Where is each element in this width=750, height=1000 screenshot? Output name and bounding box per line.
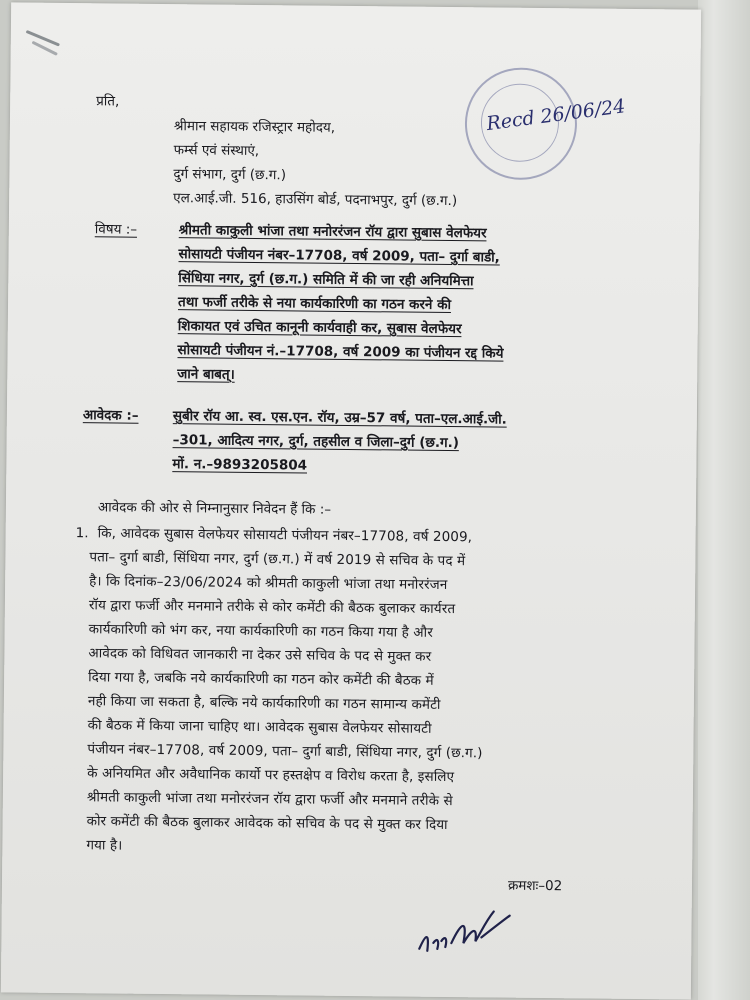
body-line: के अनियमित और अवैधानिक कार्यो पर हस्तक्षेप व विरोध करता है, इसलिए (87, 765, 455, 786)
applicant-signature (411, 891, 522, 964)
addressee-line: फर्म्स एवं संस्थाएं, (173, 142, 260, 160)
body-line: कार्यकारिणी को भंग कर, नया कार्यकारिणी का गठन किया गया है और (88, 621, 433, 641)
subject-line: सोसायटी पंजीयन नं.–17708, वर्ष 2009 का पंजीयन रद्द किये (177, 342, 504, 362)
addressee-line: एल.आई.जी. 516, हाउसिंग बोर्ड, पदनाभपुर, दुर्ग (छ.ग.) (173, 190, 458, 210)
salutation-prati: प्रति, (96, 93, 120, 110)
subject-line: शिकायत एवं उचित कानूनी कार्यवाही कर, सुबास वेलफेयर (177, 318, 462, 338)
background-strip (698, 0, 750, 1000)
body-line: आवेदक को विधिवत जानकारी ना देकर उसे सचिव के पद से मुक्त कर (88, 645, 432, 665)
staple-pin-icon (26, 30, 60, 47)
body-line: पता– दुर्गा बाडी, सिंधिया नगर, दुर्ग (छ.ग.) में वर्ष 2019 से सचिव के पद में (89, 549, 466, 570)
subject-line: सोसायटी पंजीयन नंबर–17708, वर्ष 2009, पता– दुर्गा बाडी, (178, 246, 500, 266)
body-line: दिया गया है, जबकि नये कार्यकारिणी का गठन कोर कमेंटी की बैठक में (88, 669, 434, 689)
continued-marker: क्रमशः–02 (507, 877, 563, 895)
body-line: कि, आवेदक सुबास वेलफेयर सोसायटी पंजीयन नंबर–17708, वर्ष 2009, (97, 525, 473, 546)
subject-label: विषय :– (94, 221, 138, 238)
body-line: पंजीयन नंबर–17708, वर्ष 2009, पता– दुर्गा बाडी, सिंधिया नगर, दुर्ग (छ.ग.) (87, 741, 483, 762)
body-line: की बैठक में किया जाना चाहिए था। आवेदक सुबास वेलफेयर सोसायटी (87, 717, 432, 737)
body-line: नही किया जा सकता है, बल्कि नये कार्यकारिणी का गठन सामान्य कमेंटी (87, 693, 441, 713)
body-line: गया है। (86, 837, 123, 854)
body-line: श्रीमती काकुली भांजा तथा मनोररंजन रॉय द्वारा फर्जी और मनमाने तरीके से (86, 789, 453, 810)
subject-line: जाने बाबत्। (177, 366, 235, 383)
body-line: रॉय द्वारा फर्जी और मनमाने तरीके से कोर कमेंटी की बैठक बुलाकर कार्यरत (88, 597, 456, 618)
stamp-handwriting: Recd 26/06/24 (485, 95, 627, 136)
addressee-line: दुर्ग संभाग, दुर्ग (छ.ग.) (173, 166, 287, 184)
applicant-line: –301, आदित्य नगर, दुर्ग, तहसील व जिला–दुर्ग (छ.ग.) (172, 432, 459, 452)
body-line: है। कि दिनांक–23/06/2024 को श्रीमती काकुली भांजा तथा मनोररंजन (89, 573, 448, 594)
subject-line: सिंधिया नगर, दुर्ग (छ.ग.) समिति में की जा रही अनियमित्ता (178, 270, 474, 290)
subject-line: तथा फर्जी तरीके से नया कार्यकारिणी का गठन करने की (177, 294, 452, 314)
applicant-line: सुबीर रॉय आ. स्व. एस.एन. रॉय, उम्र–57 वर्ष, पता–एल.आई.जी. (172, 408, 507, 428)
body-line: कोर कमेंटी की बैठक बुलाकर आवेदक को सचिव के पद से मुक्त कर दिया (86, 813, 448, 834)
subject-line: श्रीमती काकुली भांजा तथा मनोररंजन रॉय द्वारा सुबास वेलफेयर (178, 222, 487, 242)
document-page (1, 2, 701, 999)
applicant-label: आवेदक :– (82, 407, 139, 424)
addressee-line: श्रीमान सहायक रजिस्ट्रार महोदय, (173, 118, 336, 136)
petition-intro: आवेदक की ओर से निम्नानुसार निवेदन हैं कि :– (97, 499, 332, 518)
point-number: 1. (75, 525, 89, 542)
applicant-line: मों. न.–9893205804 (172, 456, 308, 474)
